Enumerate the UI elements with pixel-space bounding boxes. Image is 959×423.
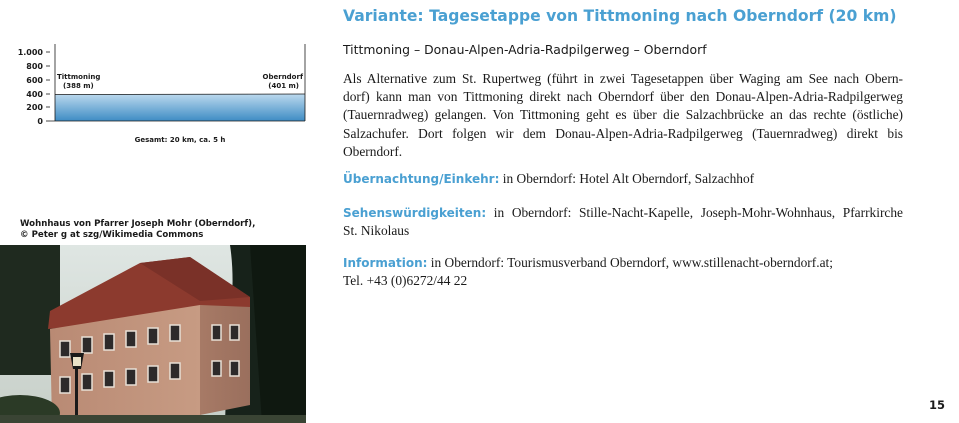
accommodation-label: Übernachtung/Einkehr: — [343, 172, 500, 186]
profile-summary: Gesamt: 20 km, ca. 5 h — [134, 136, 226, 144]
information-paragraph — [343, 254, 903, 290]
accommodation-paragraph — [343, 170, 903, 188]
start-elevation: (388 m) — [63, 82, 94, 90]
sights-text-continued: St. Nikolaus — [343, 223, 410, 239]
route-summary: Tittmoning – Donau-Alpen-Adria-Radpilgerweg – Oberndorf — [343, 42, 707, 57]
intro-line: Oberndorf. — [343, 143, 403, 159]
y-tick-label: 200 — [26, 103, 43, 112]
y-tick-label: 0 — [37, 117, 43, 126]
intro-line: Als Alternative zum St. Rupertweg (führt in zwei Tagesetappen über Waging am See nach Obern- — [343, 71, 903, 86]
page-number: 15 — [928, 398, 945, 412]
y-tick-label: 1.000 — [17, 48, 43, 57]
information-phone: Tel. +43 (0)6272/44 22 — [343, 273, 468, 289]
sights-paragraph — [343, 204, 903, 240]
y-axis — [18, 48, 44, 126]
sights-label: Sehenswürdigkeiten: — [343, 206, 487, 220]
house-photo — [0, 245, 306, 423]
information-text: in Oberndorf: Tourismusverband Oberndorf, www.stillenacht-oberndorf.at; — [427, 255, 833, 270]
y-tick-label: 400 — [26, 90, 43, 99]
end-name: Oberndorf — [262, 73, 303, 81]
elevation-profile — [0, 0, 320, 160]
start-name: Tittmoning — [57, 73, 101, 81]
intro-line: Salzachufer. Dort folgen wir dem Donau-Alpen-Adria-Radpilgerweg (Tauernradweg) direkt bis — [343, 125, 903, 141]
section-heading: Variante: Tagesetappe von Tittmoning nach Oberndorf (20 km) — [343, 7, 897, 25]
elevation-line — [55, 94, 305, 95]
end-elevation: (401 m) — [268, 82, 299, 90]
house-wall-side — [200, 305, 250, 415]
photo-caption-line: Wohnhaus von Pfarrer Joseph Mohr (Oberndorf), — [20, 219, 256, 229]
accommodation-text: in Oberndorf: Hotel Alt Oberndorf, Salzachhof — [499, 171, 755, 186]
intro-line: dorf) kann man von Tittmoning direkt nach Oberndorf über den Donau-Alpen-Adria-Radpilgerweg — [343, 89, 903, 105]
y-tick-label: 800 — [26, 62, 43, 71]
y-tick-label: 600 — [26, 76, 43, 85]
elevation-area — [55, 94, 305, 121]
information-label: Information: — [343, 256, 428, 270]
intro-paragraph — [343, 70, 903, 161]
photo-caption — [20, 219, 320, 241]
tick-marks — [46, 52, 50, 121]
photo-caption-credit: © Peter g at szg/Wikimedia Commons — [20, 230, 204, 240]
sights-text: in Oberndorf: Stille-Nacht-Kapelle, Joseph-Mohr-Wohnhaus, Pfarrkirche — [486, 205, 903, 220]
intro-line: (Tauernradweg) gelangen. Von Tittmoning geht es über die Salzachbrücke an das rechte (östliche) — [343, 107, 903, 123]
